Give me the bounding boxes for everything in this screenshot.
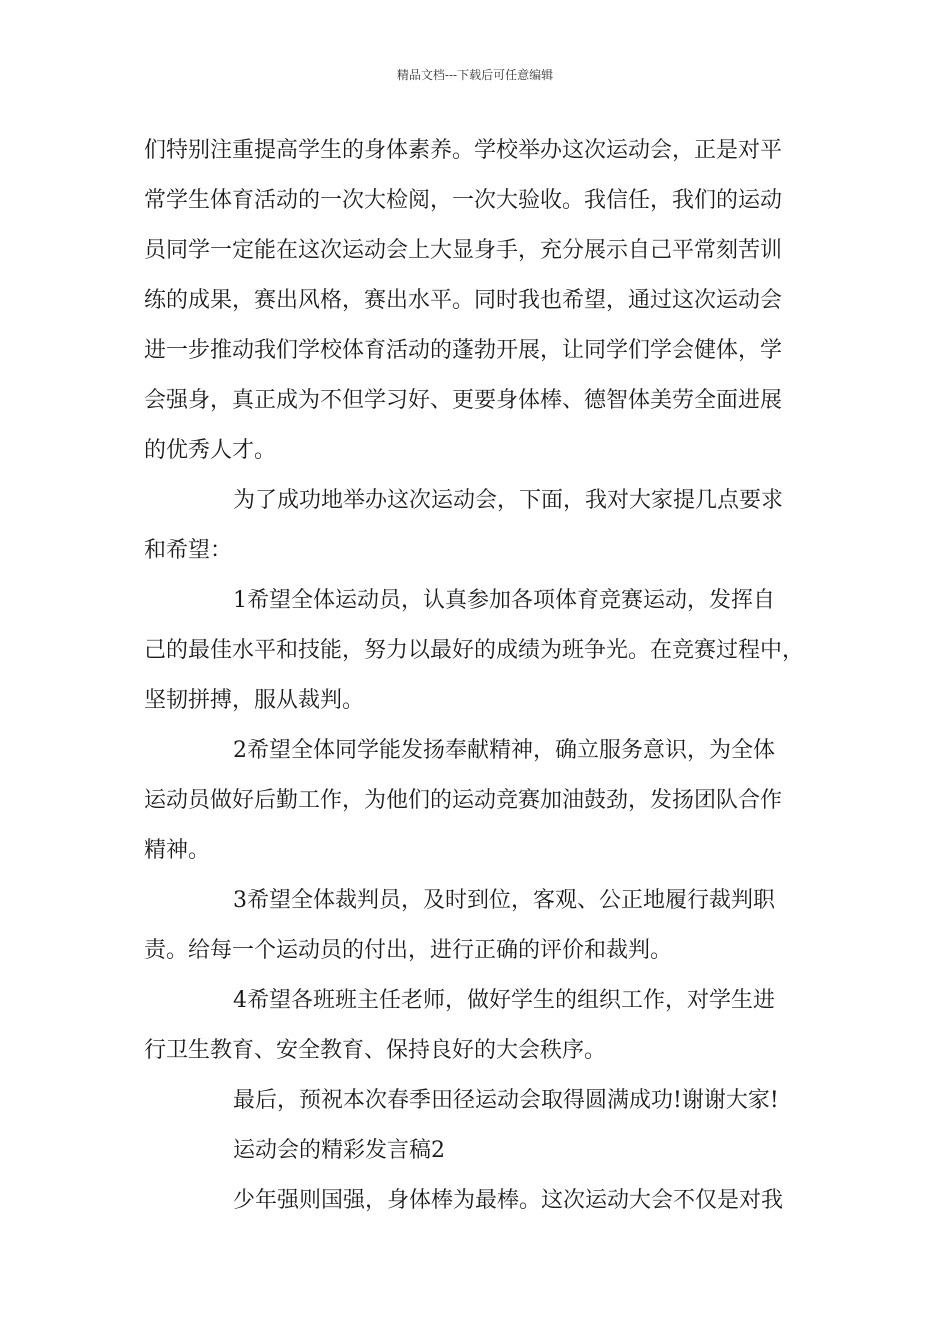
- text-line: 己的最佳水平和技能，努力以最好的成绩为班争光。在竞赛过程中，: [144, 638, 805, 663]
- text-line: 常学生体育活动的一次大检阅，一次大验收。我信任，我们的运动: [144, 188, 783, 213]
- page-header: 精品文档---下载后可任意编辑: [396, 68, 554, 82]
- text-line: 1希望全体运动员，认真参加各项体育竞赛运动，发挥自: [233, 588, 775, 613]
- text-line: 的优秀人才。: [144, 438, 277, 463]
- text-line: 3希望全体裁判员，及时到位，客观、公正地履行裁判职: [233, 888, 775, 913]
- text-line: 精神。: [144, 838, 211, 863]
- text-line: 最后，预祝本次春季田径运动会取得圆满成功!谢谢大家!: [233, 1088, 779, 1113]
- text-line: 2希望全体同学能发扬奉献精神，确立服务意识，为全体: [233, 738, 775, 763]
- text-line: 坚韧拼搏，服从裁判。: [144, 688, 365, 713]
- text-line: 员同学一定能在这次运动会上大显身手，充分展示自己平常刻苦训: [144, 238, 783, 263]
- text-line: 责。给每一个运动员的付出，进行正确的评价和裁判。: [144, 938, 673, 963]
- text-line: 运动员做好后勤工作，为他们的运动竞赛加油鼓劲，发扬团队合作: [144, 788, 783, 813]
- text-line: 4希望各班班主任老师，做好学生的组织工作，对学生进: [233, 988, 775, 1013]
- text-line: 行卫生教育、安全教育、保持良好的大会秩序。: [144, 1038, 607, 1063]
- text-line: 少年强则国强，身体棒为最棒。这次运动大会不仅是对我: [233, 1188, 784, 1213]
- section-title: 运动会的精彩发言稿2: [233, 1138, 445, 1163]
- text-line: 练的成果，赛出风格，赛出水平。同时我也希望，通过这次运动会: [144, 288, 783, 313]
- text-line: 和希望：: [144, 538, 233, 563]
- text-line: 们特别注重提高学生的身体素养。学校举办这次运动会，正是对平: [144, 138, 783, 163]
- text-line: 进一步推动我们学校体育活动的蓬勃开展，让同学们学会健体，学: [144, 338, 783, 363]
- text-line: 会强身，真正成为不但学习好、更要身体棒、德智体美劳全面进展: [144, 388, 783, 413]
- document-body: [144, 126, 828, 1226]
- text-line: 为了成功地举办这次运动会，下面，我对大家提几点要求: [233, 488, 784, 513]
